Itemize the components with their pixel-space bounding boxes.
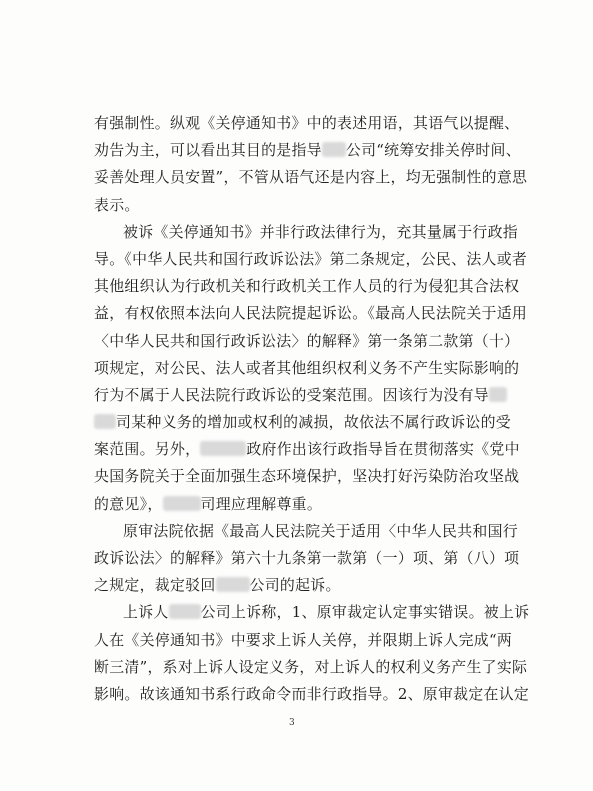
text-fragment: 之规定，裁定驳回	[94, 576, 216, 595]
text-fragment: 人在《关停通知书》中要求上诉人关停，并限期上诉人完成“两	[94, 630, 513, 649]
document-body	[94, 110, 530, 708]
text-line	[94, 246, 528, 273]
text-fragment: 上诉人	[123, 603, 169, 622]
paragraph-start-line	[94, 219, 518, 246]
paragraph-start-line	[94, 518, 518, 545]
redaction-mark	[216, 577, 250, 592]
text-fragment: 政诉讼法〉的解释》第六十九条第一款第（一）项、第（八）项	[94, 549, 520, 567]
redaction-mark	[200, 441, 246, 456]
text-line	[94, 300, 528, 327]
text-fragment: 案范围。另外，	[94, 440, 201, 459]
text-fragment: 断三清”，系对上诉人设定义务，对上诉人的权利义务产生了实际	[94, 657, 528, 676]
text-line	[94, 328, 520, 355]
text-fragment: 司理应理解尊重。	[200, 494, 323, 513]
text-fragment: 公司的起诉。	[249, 576, 341, 595]
text-line	[94, 355, 520, 382]
text-line	[94, 164, 528, 191]
text-fragment: 妥善处理人员安置”，不管从语气还是内容上，均无强制性的意思	[94, 168, 528, 187]
text-fragment: 影响。故该通知书系行政命令而非行政指导。2、原审裁定在认定	[94, 684, 530, 703]
text-line	[94, 436, 520, 463]
redaction-mark	[489, 387, 507, 402]
text-fragment: 行为不属于人民法院行政诉讼的受案范围。因该行为没有导	[94, 385, 489, 404]
text-fragment: 央国务院关于全面加强生态环境保护，坚决打好污染防治攻坚战	[94, 467, 520, 486]
text-fragment: 劝告为主，可以看出其目的是指导	[94, 141, 322, 160]
text-fragment: 被诉《关停通知书》并非行政法律行为，充其量属于行政指	[123, 222, 518, 241]
text-fragment: 司某种义务的增加或权利的减损，故依法不属行政诉讼的受	[116, 413, 511, 432]
redaction-mark	[322, 142, 346, 157]
text-line	[94, 110, 520, 137]
text-fragment: 项规定，对公民、法人或者其他组织权利义务不产生实际影响的	[94, 358, 520, 377]
text-fragment: 〈中华人民共和国行政诉讼法〉的解释》第一条第二款第（十）	[94, 331, 520, 350]
redaction-mark	[163, 496, 201, 511]
text-line	[94, 192, 496, 219]
page-number: 3	[289, 718, 295, 728]
text-line	[94, 572, 496, 599]
text-fragment: 表示。	[94, 195, 140, 214]
text-line	[94, 382, 496, 409]
text-line	[94, 463, 520, 490]
text-line	[94, 273, 520, 300]
redaction-mark	[94, 414, 116, 429]
text-line	[94, 545, 520, 572]
text-line	[94, 681, 530, 708]
text-fragment: 的意见》，	[94, 494, 163, 513]
text-fragment: 导。《中华人民共和国行政诉讼法》第二条规定，公民、法人或者	[94, 249, 528, 268]
text-fragment: 原审法院依据《最高人民法院关于适用〈中华人民共和国行	[123, 521, 518, 540]
paragraph-start-line	[94, 599, 530, 626]
text-line	[94, 654, 528, 681]
redaction-mark	[169, 604, 201, 619]
text-line	[94, 627, 513, 654]
text-fragment: 有强制性。纵观《关停通知书》中的表述用语，其语气以提醒、	[94, 114, 520, 132]
text-fragment: 政府作出该行政指导旨在贯彻落实《党中	[246, 440, 520, 459]
text-fragment: 益，有权依照本法向人民法院提起诉讼。《最高人民法院关于适用	[94, 304, 528, 323]
text-line	[94, 491, 496, 518]
text-fragment: 其他组织认为行政机关和行政机关工作人员的行为侵犯其合法权	[94, 277, 520, 296]
text-fragment: 公司上诉称，1、原审裁定认定事实错误。被上诉	[200, 603, 530, 622]
text-fragment: 公司“统筹安排关停时间、	[345, 141, 521, 160]
text-line	[94, 409, 511, 436]
text-line	[94, 137, 521, 164]
